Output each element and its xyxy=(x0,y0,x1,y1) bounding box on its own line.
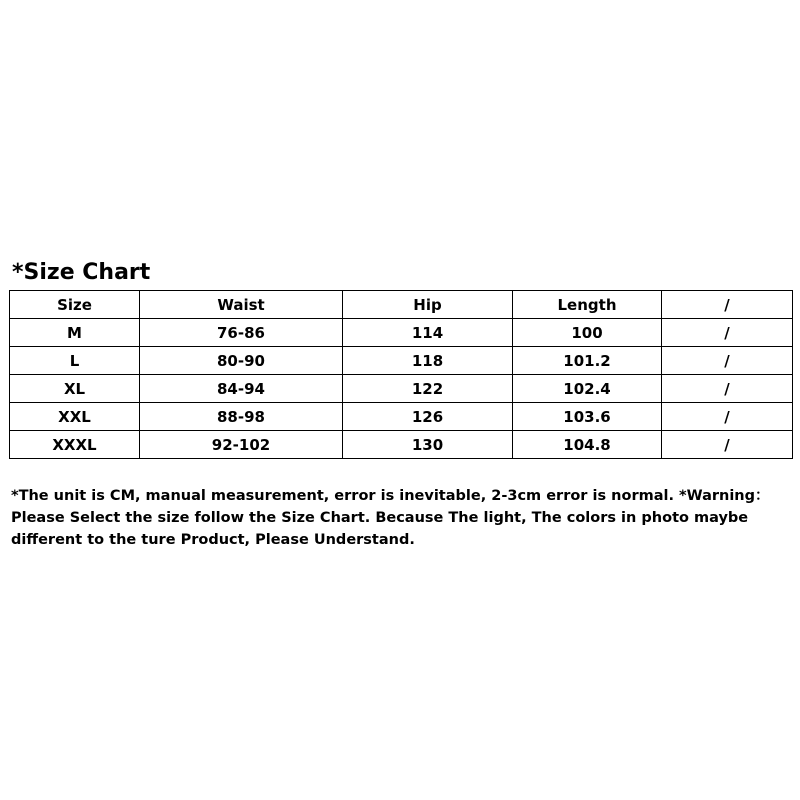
cell-size: XXXL xyxy=(10,431,140,459)
table-header-row xyxy=(10,291,793,319)
header-hip: Hip xyxy=(343,291,513,319)
note-line-3: different to the ture Product, Please Understand. xyxy=(11,532,415,548)
note-line-2: Please Select the size follow the Size Chart. Because The light, The colors in photo maybe xyxy=(11,510,749,526)
cell-size: XL xyxy=(10,375,140,403)
cell-size: L xyxy=(10,347,140,375)
header-size: Size xyxy=(10,291,140,319)
note-line-1: *The unit is CM, manual measurement, error is inevitable, 2-3cm error is normal. *Warning： xyxy=(11,488,770,504)
table-row xyxy=(10,431,793,459)
cell-waist: 92-102 xyxy=(140,431,343,459)
cell-length: 100 xyxy=(513,319,662,347)
cell-size: M xyxy=(10,319,140,347)
table-row xyxy=(10,319,793,347)
cell-waist: 88-98 xyxy=(140,403,343,431)
table-row xyxy=(10,347,793,375)
size-note xyxy=(11,485,791,551)
size-chart-title: *Size Chart xyxy=(12,260,151,285)
header-extra: / xyxy=(662,291,793,319)
cell-length: 102.4 xyxy=(513,375,662,403)
cell-extra: / xyxy=(662,403,793,431)
cell-size: XXL xyxy=(10,403,140,431)
cell-length: 103.6 xyxy=(513,403,662,431)
table-row xyxy=(10,403,793,431)
cell-extra: / xyxy=(662,319,793,347)
cell-extra: / xyxy=(662,431,793,459)
cell-waist: 84-94 xyxy=(140,375,343,403)
cell-hip: 118 xyxy=(343,347,513,375)
cell-length: 104.8 xyxy=(513,431,662,459)
cell-length: 101.2 xyxy=(513,347,662,375)
size-table xyxy=(9,290,793,459)
cell-extra: / xyxy=(662,375,793,403)
cell-hip: 126 xyxy=(343,403,513,431)
cell-waist: 76-86 xyxy=(140,319,343,347)
cell-hip: 114 xyxy=(343,319,513,347)
cell-hip: 122 xyxy=(343,375,513,403)
cell-extra: / xyxy=(662,347,793,375)
header-length: Length xyxy=(513,291,662,319)
header-waist: Waist xyxy=(140,291,343,319)
cell-waist: 80-90 xyxy=(140,347,343,375)
table-row xyxy=(10,375,793,403)
cell-hip: 130 xyxy=(343,431,513,459)
